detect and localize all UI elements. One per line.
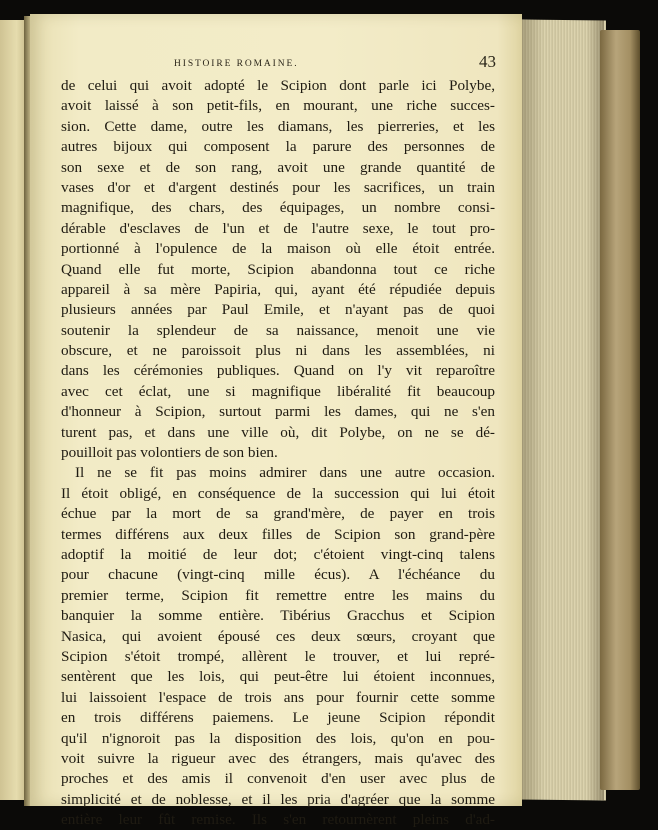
running-head: HISTOIRE ROMAINE. — [174, 59, 299, 69]
text-line: en trois différens paiemens. Le jeune Scipion répondit — [61, 709, 495, 727]
text-line: avoit laissé à son petit-fils, en mourant, une riche succes- — [61, 97, 495, 115]
text-line: sentèrent que les lois, qui peut-être lui étoient inconnues, — [61, 668, 495, 686]
text-line: simplicité et de noblesse, et il les pria d'agréer que la somme — [61, 790, 495, 808]
text-line: soutenir la splendeur de sa naissance, menoit une vie — [61, 321, 495, 339]
text-line: d'honneur à Scipion, surtout parmi les dames, qui ne s'en — [61, 403, 495, 421]
page-block-edge — [518, 20, 606, 801]
body-text — [61, 76, 495, 830]
text-line: Quand elle fut morte, Scipion abandonna tout ce riche — [61, 260, 495, 278]
text-line: sion. Cette dame, outre les diamans, les pierreries, et les — [61, 117, 495, 135]
text-line: son sexe et de son rang, avoit une grande quantité de — [61, 158, 495, 176]
text-line: proches et des amis il convenoit d'en user avec plus de — [61, 770, 495, 788]
text-line: Scipion s'étoit trompé, allèrent le trouver, et lui repré- — [61, 647, 495, 665]
text-line: banquier la somme entière. Tibérius Gracchus et Scipion — [61, 607, 495, 625]
text-line: entière leur fût remise. Ils s'en retournèrent pleins d'ad- — [61, 811, 495, 829]
text-line: portionné à l'opulence de la maison où elle étoit entrée. — [61, 240, 495, 258]
text-line: avec cet éclat, une si magnifique libéralité fit beaucoup — [61, 382, 495, 400]
text-line: Il étoit obligé, en conséquence de la succession qui lui étoit — [61, 484, 495, 502]
text-line: échue par la mort de sa grand'mère, de payer en trois — [61, 505, 495, 523]
text-line: plusieurs années par Paul Emile, et n'ayant pas de quoi — [61, 301, 495, 319]
text-line: de celui qui avoit adopté le Scipion dont parle ici Polybe, — [61, 77, 495, 94]
text-line: magnifique, des chars, des équipages, un nombre consi- — [61, 199, 495, 217]
text-line: Nasica, qui avoient épousé ces deux sœurs, croyant que — [61, 627, 495, 645]
text-line: obscure, et ne paroissoit plus ni dans les assemblées, ni — [61, 342, 495, 360]
text-line: dérable d'esclaves de l'un et de l'autre sexe, le tout pro- — [61, 219, 495, 237]
text-line: turent pas, et dans une ville où, dit Polybe, on ne se dé- — [61, 423, 495, 441]
text-line: autres bijoux qui composent la parure des personnes de — [61, 138, 495, 156]
text-line: lui laissoient l'espace de trois ans pour fournir cette somme — [61, 688, 495, 706]
text-line: dans les cérémonies publiques. Quand on l'y vit reparoître — [61, 362, 495, 380]
page-number: 43 — [479, 52, 496, 71]
paragraph-end-line: pouilloit pas volontiers de son bien. — [61, 444, 278, 462]
book-binding — [600, 30, 640, 790]
paragraph-start-line: Il ne se fit pas moins admirer dans une autre occasion. — [75, 464, 495, 482]
text-line: adoptif la moitié de leur dot; c'étoient vingt-cinq talens — [61, 545, 495, 563]
text-line: appareil à sa mère Papiria, qui, ayant été répudiée depuis — [61, 280, 495, 298]
text-line: pour chacune (vingt-cinq mille écus). A l'échéance du — [61, 566, 495, 584]
text-line: vases d'or et d'argent destinés pour les sacrifices, un train — [61, 178, 495, 196]
text-line: premier terme, Scipion fit remettre entre les mains du — [61, 586, 495, 604]
text-line: termes différens aux deux filles de Scipion son grand-père — [61, 525, 495, 543]
text-line: qu'il n'ignoroit pas la disposition des lois, qu'on en pou- — [61, 729, 495, 747]
text-line: voit suivre la rigueur avec des étrangers, mais qu'avec des — [61, 749, 495, 767]
